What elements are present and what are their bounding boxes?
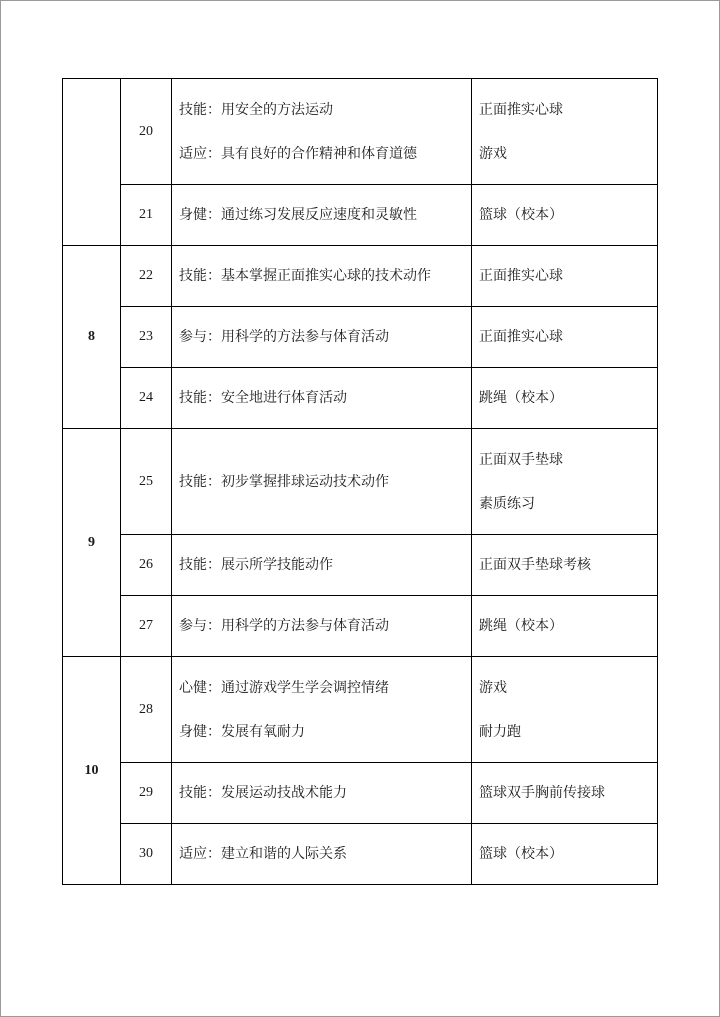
table-row: [63, 79, 658, 185]
lesson-number: 28: [121, 657, 172, 763]
content-line: 耐力跑: [479, 723, 521, 740]
lesson-goals: [172, 368, 472, 429]
goal-line: 技能：用安全的方法运动: [179, 101, 333, 118]
goal-line: 技能：展示所学技能动作: [179, 557, 333, 573]
lesson-number: 30: [121, 824, 172, 885]
table-row: [63, 535, 658, 596]
content-line: 篮球（校本）: [479, 207, 563, 223]
lesson-goals: [172, 79, 472, 185]
goal-line: 适应：建立和谐的人际关系: [179, 846, 347, 862]
goal-line: 技能：基本掌握正面推实心球的技术动作: [179, 268, 431, 284]
week-cell: 8: [63, 246, 121, 429]
goal-line: 参与：用科学的方法参与体育活动: [179, 618, 389, 634]
lesson-content: [472, 657, 658, 763]
lesson-goals: [172, 596, 472, 657]
lesson-content: [472, 763, 658, 824]
content-line: 跳绳（校本）: [479, 390, 563, 406]
lesson-number: 21: [121, 185, 172, 246]
week-cell: 10: [63, 657, 121, 885]
lesson-number: 25: [121, 429, 172, 535]
goal-line: 技能：初步掌握排球运动技术动作: [179, 473, 389, 490]
table-row: [63, 763, 658, 824]
lesson-schedule-table: [62, 78, 658, 885]
lesson-number: 26: [121, 535, 172, 596]
goal-line: 身健：发展有氧耐力: [179, 723, 305, 740]
content-line: 正面推实心球: [479, 268, 563, 284]
content-line: 正面推实心球: [479, 101, 563, 118]
lesson-goals: [172, 429, 472, 535]
content-line: 跳绳（校本）: [479, 618, 563, 634]
table-row: [63, 246, 658, 307]
content-line: 游戏: [479, 679, 507, 696]
lesson-goals: [172, 246, 472, 307]
table-row: [63, 596, 658, 657]
lesson-content: [472, 535, 658, 596]
lesson-goals: [172, 307, 472, 368]
content-line: 篮球（校本）: [479, 846, 563, 862]
lesson-goals: [172, 763, 472, 824]
lesson-content: [472, 429, 658, 535]
table-row: [63, 657, 658, 763]
lesson-content: [472, 79, 658, 185]
lesson-goals: [172, 185, 472, 246]
lesson-goals: [172, 535, 472, 596]
table-row: [63, 368, 658, 429]
content-line: 正面推实心球: [479, 329, 563, 345]
lesson-number: 29: [121, 763, 172, 824]
table-row: [63, 185, 658, 246]
table-row: [63, 307, 658, 368]
goal-line: 心健：通过游戏学生学会调控情绪: [179, 679, 389, 696]
lesson-content: [472, 185, 658, 246]
goal-line: 适应：具有良好的合作精神和体育道德: [179, 145, 417, 162]
lesson-number: 20: [121, 79, 172, 185]
goal-line: 技能：发展运动技战术能力: [179, 785, 347, 801]
lesson-content: [472, 596, 658, 657]
lesson-number: 22: [121, 246, 172, 307]
goal-line: 参与：用科学的方法参与体育活动: [179, 329, 389, 345]
content-line: 游戏: [479, 145, 507, 162]
lesson-number: 24: [121, 368, 172, 429]
lesson-number: 27: [121, 596, 172, 657]
content-line: 素质练习: [479, 495, 535, 512]
content-line: 正面双手垫球考核: [479, 557, 591, 573]
week-cell: 9: [63, 429, 121, 657]
table-row: [63, 824, 658, 885]
goal-line: 技能：安全地进行体育活动: [179, 390, 347, 406]
lesson-goals: [172, 657, 472, 763]
content-line: 正面双手垫球: [479, 451, 563, 468]
table-row: [63, 429, 658, 535]
lesson-number: 23: [121, 307, 172, 368]
content-line: 篮球双手胸前传接球: [479, 785, 605, 801]
goal-line: 身健：通过练习发展反应速度和灵敏性: [179, 207, 417, 223]
week-cell: [63, 79, 121, 246]
lesson-content: [472, 824, 658, 885]
lesson-goals: [172, 824, 472, 885]
lesson-content: [472, 368, 658, 429]
lesson-content: [472, 307, 658, 368]
lesson-content: [472, 246, 658, 307]
